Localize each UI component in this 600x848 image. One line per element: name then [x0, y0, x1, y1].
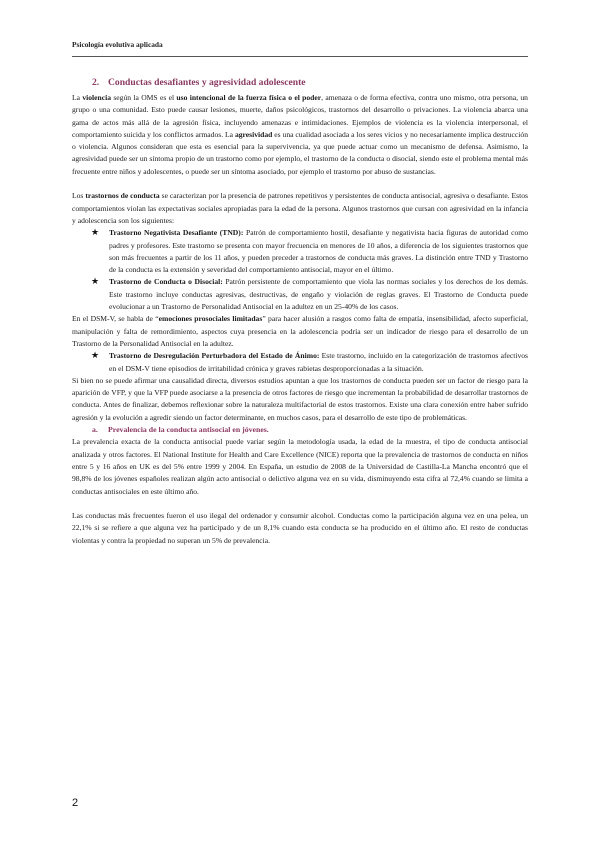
- paragraph-vfp-risk: Si bien no se puede afirmar una causalidad directa, diversos estudios apuntan a que los trastornos de conducta pueden ser un factor de riesgo para la aparición de VFP, y que la VFP puede asociarse a la presencia de otros factores de riesgo que incrementan la probabilidad de desarrollar trastornos de conducta. Antes de finalizar, debemos reflexionar sobre la naturaleza multifactorial de estos trastornos. Existe una clara conexión entre haber sufrido agresión y la evolución a agredir siendo un factor determinante, en muchos casos, para el desarrollo de este tipo de problemáticas.: [72, 375, 528, 422]
- subsection-heading: [92, 424, 528, 436]
- list-item-text: Patrón de comportamiento hostil, desafiante y negativista hacia figuras de autoridad como padres y profesores. Este trastorno se presenta con mayor frecuencia en menores de 10 años, a diferencia de los siguientes trastornos que son más frecuentes a partir de los 11 años, y pueden preceder a trastornos de conducta más graves. La distinción entre TND y Trastorno de la conducta es la extensión y severidad del comportamiento antisocial, mayor en el último.: [109, 228, 528, 275]
- paragraph-violence-definition: [72, 92, 528, 178]
- text-run: En el DSM-V, se habla de “: [72, 314, 159, 324]
- text-run: ” para hacer alusión a rasgos como falta de empatía, insensibilidad, afecto superficial, manipulación y falta de remordimiento, aspectos cuya presencia en la adolescencia podría ser un indicador de riesgo para el desarrollo de un Trastorno de la Personalidad Antisocial en la adultez.: [72, 314, 528, 348]
- text-run: , amenaza o de forma efectiva, contra uno mismo, otra persona, un grupo o una comunidad. Esto puede causar lesiones, muerte, daños psicológicos, trastornos del desarrollo o privaciones. La violencia abarca una gama de actos más allá de la agresión física, incluyendo amenazas e intimidaciones. Ejemplos de violencia es la violencia interpersonal, el comportamiento suicida y los conflictos armados. La: [72, 93, 528, 139]
- page-number: 2: [72, 797, 79, 809]
- list-item-tdpea: [72, 350, 528, 375]
- list-item-text: Patrón persistente de comportamiento que viola las normas sociales y los derechos de los demás. Este trastorno incluye conductas agresivas, destructivas, de engaño y violación de reglas graves. El Trastorno de Conducta puede evolucionar a un Trastorno de Personalidad Antisocial en la adultez en un 25-40% de los casos.: [109, 277, 528, 312]
- text-run: Los: [72, 191, 86, 201]
- list-item-term: Trastorno de Conducta o Disocial:: [109, 277, 223, 287]
- disorder-list-2: [72, 350, 528, 375]
- star-bullet-icon: ★: [91, 277, 100, 288]
- section-heading: [92, 76, 528, 89]
- page-body: [72, 76, 528, 547]
- list-item-text: Este trastorno, incluido en la categorización de trastornos afectivos en el DSM-V tiene episodios de irritabilidad crónica y graves rabietas desproporcionadas a la situación.: [109, 351, 528, 373]
- subsection-title: Prevalencia de la conducta antisocial en jóvenes.: [108, 425, 269, 435]
- paragraph-gap: [72, 498, 528, 510]
- paragraph-conduct-disorders: [72, 190, 528, 227]
- bold-phrase-emociones-prosociales: emociones prosociales limitadas: [158, 314, 263, 324]
- bold-term-trastornos-conducta: trastornos de conducta: [85, 191, 160, 201]
- bold-phrase-uso-intencional: uso intencional de la fuerza física o el poder: [176, 93, 322, 102]
- star-bullet-icon: ★: [91, 228, 100, 239]
- bold-term-agresividad: agresividad: [234, 129, 273, 139]
- text-run: según la OMS es el: [111, 93, 177, 102]
- list-item-term: Trastorno Negativista Desafiante (TND):: [109, 228, 244, 238]
- star-bullet-icon: ★: [91, 351, 100, 362]
- paragraph-frequent-conducts: Las conductas más frecuentes fueron el uso ilegal del ordenador y consumir alcohol. Conductas como la participación alguna vez en una pelea, un 22,1% si se refiere a que alguna vez ha participado y de un 8,1% cuando esta conducta se ha producido en el último año. El resto de conductas violentas y contra la propiedad no superan un 5% de prevalencia.: [72, 511, 528, 545]
- paragraph-dsm-v: [72, 313, 528, 350]
- subsection-letter: a.: [92, 425, 98, 435]
- section-number: 2.: [92, 77, 100, 88]
- text-run: se caracterizan por la presencia de patrones repetitivos y persistentes de conducta antisocial, agresiva o desafiante. Estos comportamientos violan las expectativas sociales apropiadas para la edad de la persona. Algunos trastornos que cursan con agresividad en la infancia y adolescencia son los siguientes:: [72, 191, 528, 225]
- section-title: Conductas desafiantes y agresividad adolescente: [108, 77, 306, 88]
- paragraph-prevalence: La prevalencia exacta de la conducta antisocial puede variar según la metodología usada, la edad de la muestra, el tipo de conducta antisocial analizada y otros factores. El National Institute for Health and Care Excellence (NICE) reporta que la prevalencia de trastornos de conducta en niños entre 5 y 16 años en UK es del 5% entre 1999 y 2004. En España, un estudio de 2008 de la Universidad de Castilla-La Mancha encontró que el 98,8% de los jóvenes españoles realizan algún acto antisocial o delictivo alguna vez en su vida, disminuyendo esta cifra al 72,4% cuando se limita a conductas antisociales en este último año.: [72, 437, 528, 496]
- bold-term-violencia: violencia: [82, 93, 112, 102]
- disorder-list: [72, 227, 528, 313]
- running-header: Psicología evolutiva aplicada: [72, 40, 163, 49]
- list-item-term: Trastorno de Desregulación Perturbadora del Estado de Ánimo:: [109, 351, 320, 361]
- list-item-disocial: [72, 276, 528, 313]
- text-run: es una cualidad asociada a los seres vicios y no necesariamente implica destrucción o violencia. Algunos consideran que esta es esencial para la supervivencia, ya que puede actuar como un mecanismo de defensa. Asimismo, la agresividad puede ser un síntoma propio de un trastorno como por ejemplo, el trastorno de la conducta o disocial, siendo este el problema mental más frecuente entre niños y adolescentes, o puede ser un síntoma asociado, por ejemplo el trastorno por abuso de sustancias.: [72, 129, 528, 176]
- paragraph-gap: [72, 178, 528, 190]
- list-item-tnd: [72, 227, 528, 276]
- header-divider: [72, 56, 528, 57]
- text-run: La: [72, 93, 83, 102]
